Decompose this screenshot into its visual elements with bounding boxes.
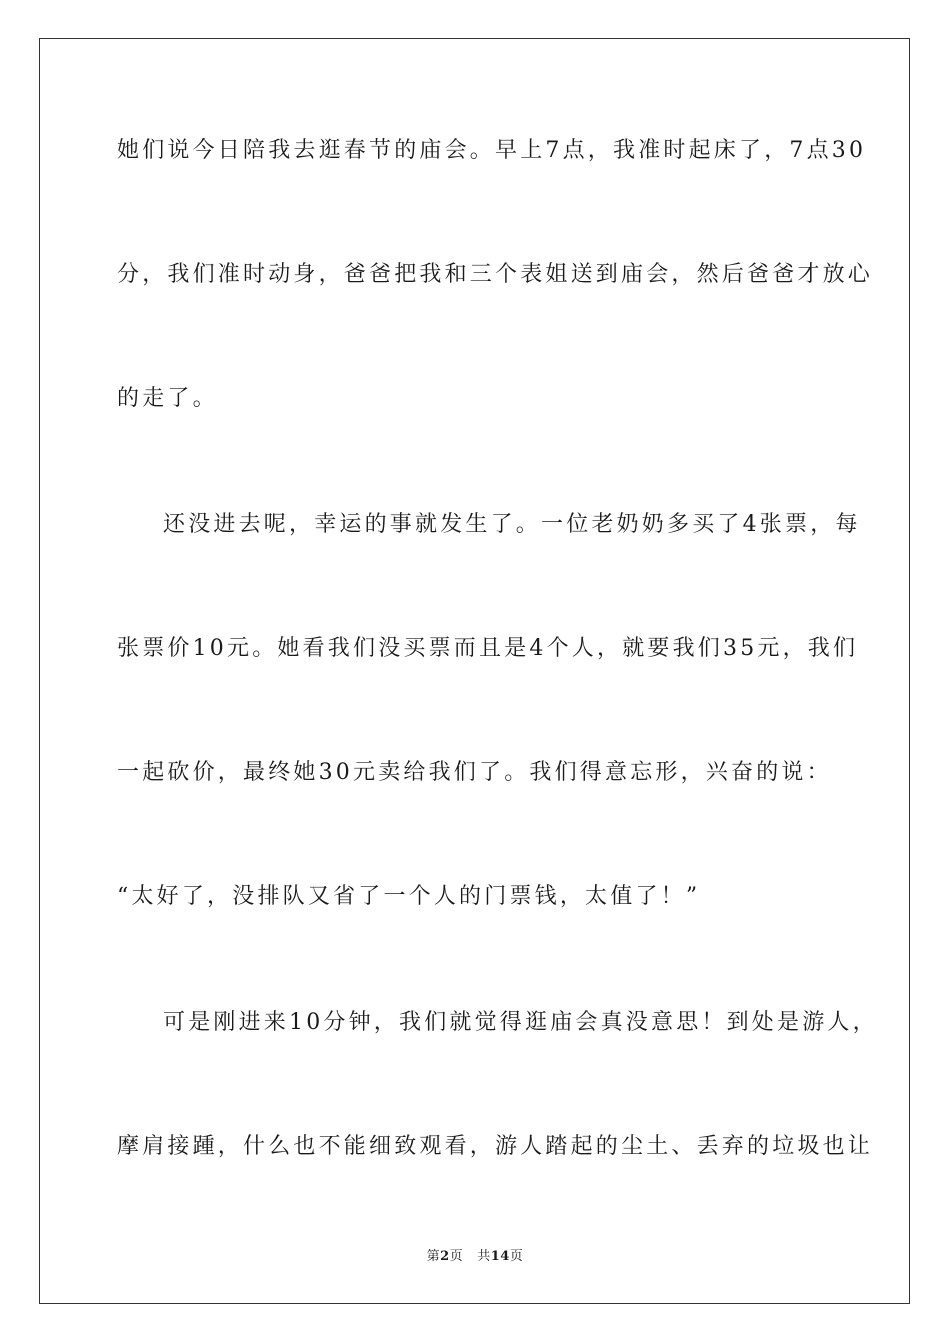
total-pages: 14 <box>490 1249 510 1264</box>
paragraph-2-line-1: 还没进去呢，幸运的事就发生了。一位老奶奶多买了4张票，每 <box>163 512 861 537</box>
paragraph-3-line-2: 摩肩接踵，什么也不能细致观看，游人踏起的尘土、丢弃的垃圾也让 <box>117 1134 874 1159</box>
paragraph-2-line-4: “太好了，没排队又省了一个人的门票钱，太值了！” <box>117 884 701 909</box>
paragraph-2-line-3: 一起砍价，最终她30元卖给我们了。我们得意忘形，兴奋的说： <box>117 760 832 785</box>
paragraph-1-line-1: 她们说今日陪我去逛春节的庙会。早上7点，我准时起床了，7点30 <box>117 138 867 163</box>
paragraph-2-line-2: 张票价10元。她看我们没买票而且是4个人，就要我们35元，我们 <box>117 636 859 661</box>
paragraph-1-line-3: 的走了。 <box>117 386 218 411</box>
page-prefix: 第 <box>426 1249 441 1264</box>
page-suffix: 页 <box>449 1249 464 1264</box>
total-suffix: 页 <box>509 1249 524 1264</box>
paragraph-1-line-2: 分，我们准时动身，爸爸把我和三个表姐送到庙会，然后爸爸才放心 <box>117 262 874 287</box>
page-border <box>39 38 910 1304</box>
page-footer <box>0 1248 950 1266</box>
page-number: 2 <box>440 1249 450 1264</box>
paragraph-3-line-1: 可是刚进来10分钟，我们就觉得逛庙会真没意思！到处是游人， <box>163 1010 878 1035</box>
total-prefix: 共 <box>477 1249 491 1264</box>
